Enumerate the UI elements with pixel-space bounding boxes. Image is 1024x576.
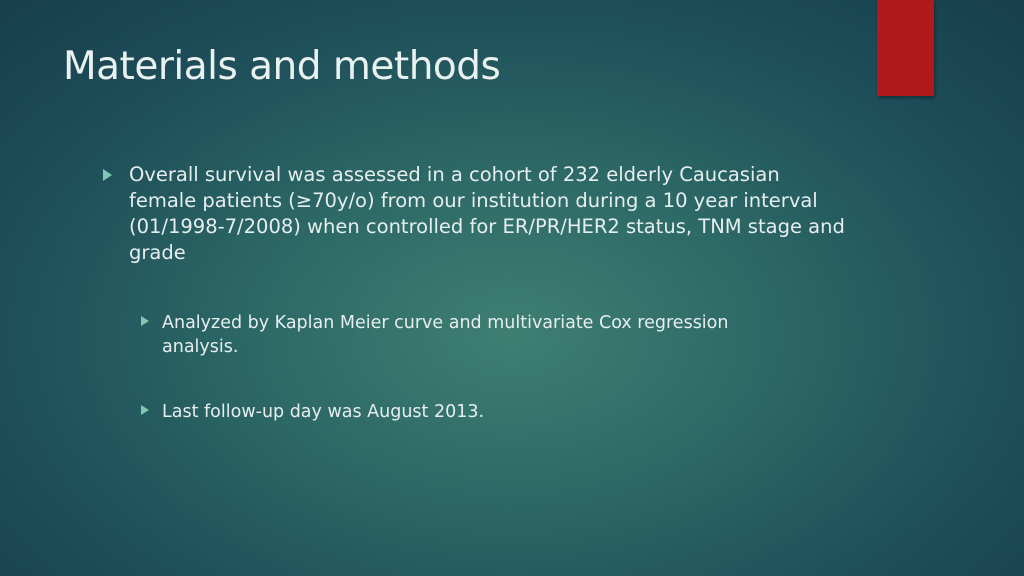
bullet-text: Last follow-up day was August 2013. [162, 402, 485, 422]
bullet-item-follow-up [141, 400, 484, 424]
arrow-bullet-icon [141, 316, 149, 326]
bullet-text: Overall survival was assessed in a cohort of 232 elderly Caucasian female patients (≥70y/o) from our institution during a 10 year interval (01/1998-7/2008) when controlled for ER/PR/HER2 status, TNM stage and grade [129, 163, 845, 264]
arrow-bullet-icon [141, 405, 149, 415]
bullet-text: Analyzed by Kaplan Meier curve and multivariate Cox regression analysis. [162, 313, 729, 357]
bullet-item-analysis [141, 311, 802, 359]
red-accent-tab [877, 0, 934, 96]
slide-title: Materials and methods [63, 44, 501, 89]
arrow-bullet-icon [103, 169, 112, 181]
bullet-item-cohort [103, 162, 849, 266]
